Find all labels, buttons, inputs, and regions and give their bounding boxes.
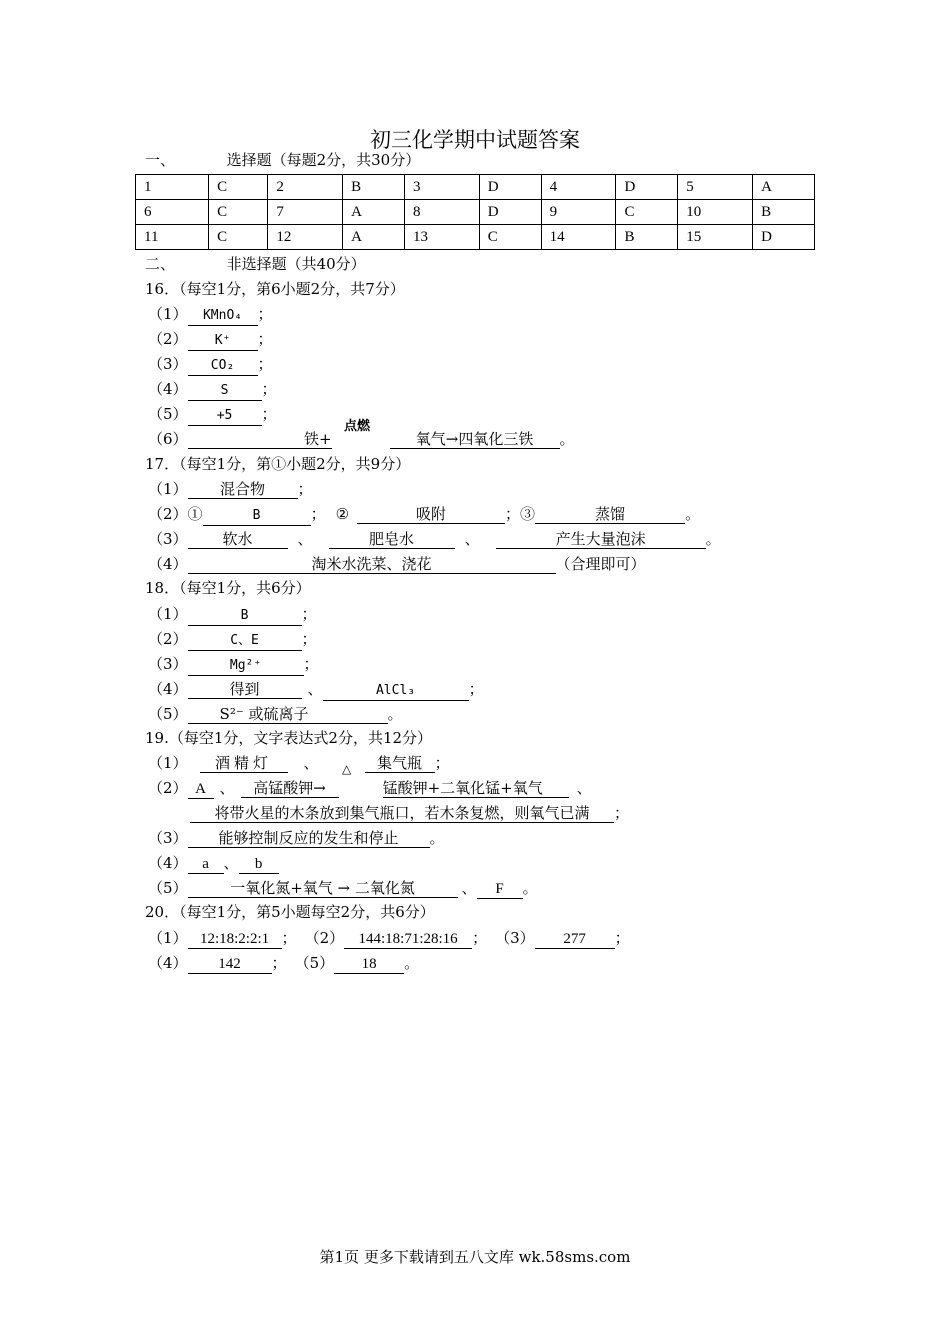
q19-item-5: （5） 一氧化氮+氧气 → 二氧化氮 、 F 。 [148, 879, 538, 897]
question-number-cell: 7 [268, 200, 343, 225]
answer-blank: 将带火星的木条放到集气瓶口，若木条复燃，则氧气已满 [190, 804, 614, 823]
answer-cell: D [479, 175, 541, 200]
answer-blank: 一氧化氮+氧气 → 二氧化氮 [188, 879, 458, 898]
answer-blank: S²⁻ 或硫离子 [188, 705, 388, 724]
question-number-cell: 3 [405, 175, 480, 200]
table-row [136, 225, 815, 250]
answer-blank: C、E [188, 632, 302, 651]
answer-blank: 混合物 [188, 480, 298, 499]
answer-blank: 吸附 [357, 505, 505, 524]
q18-item-1: （1） B ； [148, 604, 317, 626]
section-label: 非选择题（共40分） [226, 255, 366, 273]
answer-blank: 277 [535, 930, 615, 949]
question-number-cell: 8 [405, 200, 480, 225]
answer-blank: KMnO₄ [188, 307, 258, 326]
q16-item-1: （1） KMnO₄ ； [148, 304, 273, 326]
question-number-cell: 13 [405, 225, 480, 250]
q17-item-1: （1） 混合物 ； [148, 480, 313, 498]
q18-item-4: （4） 得到 、 AlCl₃ ； [148, 679, 484, 701]
q20-item-4-5: （4） 142 ； （5） 18 。 [148, 954, 420, 972]
section-num: 一、 [145, 151, 176, 169]
answer-cell: C [479, 225, 541, 250]
answer-cell: C [209, 225, 268, 250]
answer-blank: F [477, 880, 523, 899]
answer-blank: 产生大量泡沫 [496, 530, 706, 549]
reaction-condition-ignite: 点燃 [344, 419, 371, 434]
answer-cell: A [753, 175, 815, 200]
q20-item-1-3: （1） 12:18:2:2:1 ； （2） 144:18:71:28:16 ； （3） 277 ； [148, 929, 630, 947]
answer-blank: A [188, 780, 214, 799]
answer-blank: S [188, 382, 262, 401]
answer-blank: 能够控制反应的发生和停止 [188, 829, 430, 848]
answer-blank: 144:18:71:28:16 [344, 930, 472, 949]
q19-item-4: （4） a 、 b [148, 853, 279, 874]
question-number-cell: 6 [136, 200, 209, 225]
answer-blank: 蒸馏 [535, 505, 685, 524]
answer-blank: 酒精灯 [200, 754, 288, 773]
section-label: 选择题（每题2分，共30分） [226, 151, 421, 169]
heat-condition-icon: △ [342, 762, 352, 776]
answer-cell: C [209, 175, 268, 200]
q19-item-1: （1） 酒精灯 、 集气瓶 ； [148, 754, 450, 772]
q17-item-2: （2）① B ； ② 吸附 ；③ 蒸馏 。 [148, 504, 700, 526]
answer-cell: B [343, 175, 405, 200]
question-number-cell: 11 [136, 225, 209, 250]
q18-header: 18．（每空1分，共6分） [145, 579, 311, 597]
page-footer: 第1页 更多下载请到五八文库 wk.58sms.com [319, 1248, 631, 1266]
q17-header: 17．（每空1分，第①小题2分，共9分） [145, 455, 411, 473]
q16-item-3: （3） CO₂ ； [148, 354, 273, 376]
q16-item-4: （4） S ； [148, 379, 277, 401]
question-number-cell: 5 [678, 175, 753, 200]
answer-blank: Mg²⁺ [188, 657, 304, 676]
q16-item-6: （6） 铁+ 氧气→四氧化三铁 。 [148, 430, 575, 448]
answer-cell: D [616, 175, 678, 200]
question-number-cell: 2 [268, 175, 343, 200]
answer-cell: B [616, 225, 678, 250]
question-number-cell: 15 [678, 225, 753, 250]
page-title: 初三化学期中试题答案 [370, 128, 580, 152]
answer-table [135, 174, 815, 250]
answer-blank: 得到 [188, 680, 302, 699]
q17-item-4: （4） 淘米水洗菜、浇花 （合理即可） [148, 555, 646, 573]
question-number-cell: 14 [541, 225, 616, 250]
answer-blank: 淘米水洗菜、浇花 [188, 555, 556, 574]
answer-blank: B [188, 607, 302, 626]
q20-header: 20．（每空1分，第5小题每空2分，共6分） [145, 903, 435, 921]
question-number-cell: 4 [541, 175, 616, 200]
answer-cell: A [343, 200, 405, 225]
answer-blank: 氧气→四氧化三铁 [390, 430, 560, 449]
q16-header: 16．（每空1分，第6小题2分，共7分） [145, 280, 405, 298]
question-number-cell: 12 [268, 225, 343, 250]
answer-blank: AlCl₃ [323, 682, 469, 701]
answer-blank: 肥皂水 [329, 530, 455, 549]
q18-item-2: （2） C、E ； [148, 629, 317, 651]
q19-item-2-continued: 将带火星的木条放到集气瓶口，若木条复燃，则氧气已满 ； [190, 803, 629, 823]
section-2-heading [145, 254, 366, 274]
answer-blank: 软水 [188, 530, 288, 549]
section-num: 二、 [145, 255, 176, 273]
answer-cell: D [479, 200, 541, 225]
answer-blank: 12:18:2:2:1 [188, 930, 282, 949]
question-number-cell: 10 [678, 200, 753, 225]
table-row [136, 200, 815, 225]
answer-blank: a [188, 855, 224, 874]
answer-blank: 18 [334, 955, 404, 974]
q16-item-2: （2） K⁺ ； [148, 329, 273, 351]
q16-item-5: （5） +5 ； [148, 404, 277, 426]
answer-cell: C [616, 200, 678, 225]
answer-blank: 高锰酸钾→ [241, 779, 339, 798]
q18-item-5: （5） S²⁻ 或硫离子 。 [148, 705, 403, 723]
answer-cell: B [753, 200, 815, 225]
answer-cell: A [343, 225, 405, 250]
question-number-cell: 1 [136, 175, 209, 200]
table-row [136, 175, 815, 200]
answer-blank: 集气瓶 [365, 754, 435, 773]
question-number-cell: 9 [541, 200, 616, 225]
q19-header: 19.（每空1分，文字表达式2分，共12分） [145, 729, 433, 747]
answer-cell: D [753, 225, 815, 250]
section-1-heading [145, 150, 420, 170]
q18-item-3: （3） Mg²⁺ ； [148, 654, 319, 676]
answer-blank: 铁+ [188, 430, 332, 449]
answer-blank: +5 [188, 407, 262, 426]
answer-blank: 锰酸钾+二氧化锰+氧气 [383, 779, 569, 798]
q17-item-3: （3） 软水 、 肥皂水 、 产生大量泡沫 。 [148, 530, 721, 548]
q19-item-3: （3） 能够控制反应的发生和停止 。 [148, 829, 445, 847]
answer-blank: b [239, 855, 279, 874]
answer-blank: B [203, 507, 311, 526]
answer-blank: 142 [188, 955, 272, 974]
answer-cell: C [209, 200, 268, 225]
answer-blank: K⁺ [188, 332, 258, 351]
answer-blank: CO₂ [188, 357, 258, 376]
q19-item-2: （2） A 、 高锰酸钾→ 锰酸钾+二氧化锰+氧气 、 [148, 779, 592, 797]
